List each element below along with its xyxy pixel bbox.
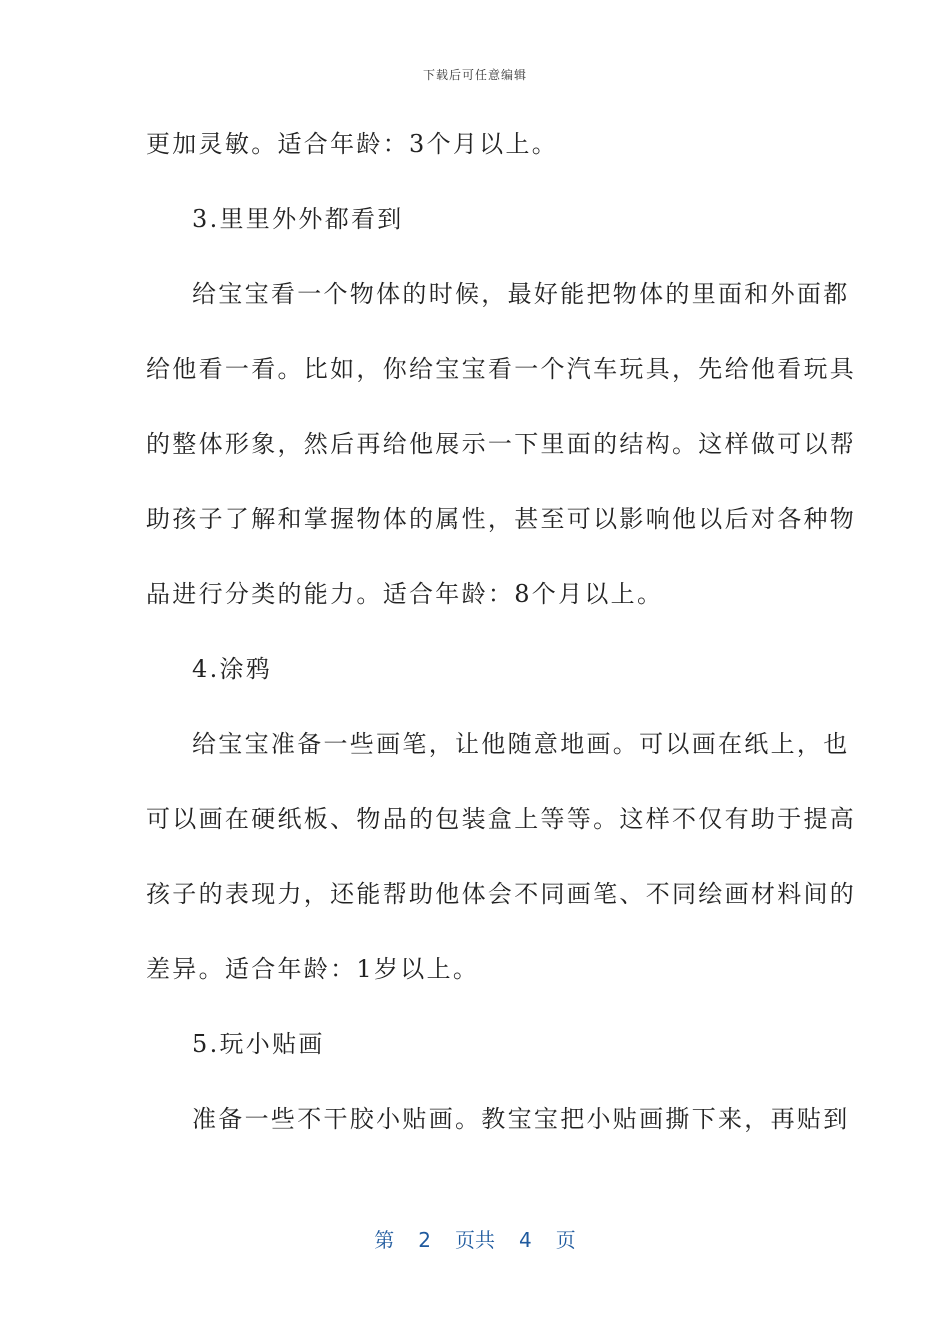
page-header: 下载后可任意编辑 [422, 68, 527, 82]
section-heading: 5.玩小贴画 [192, 1030, 325, 1058]
body-line: 给他看一看。比如，你给宝宝看一个汽车玩具，先给他看玩具 [146, 355, 857, 383]
total-pages-number: 4 [519, 1228, 532, 1252]
body-line: 可以画在硬纸板、物品的包装盒上等等。这样不仅有助于提高 [146, 805, 857, 833]
footer-prefix: 第 [374, 1228, 395, 1252]
body-line: 给宝宝看一个物体的时候，最好能把物体的里面和外面都 [192, 280, 850, 308]
section-heading: 4.涂鸦 [192, 655, 273, 683]
body-line: 给宝宝准备一些画笔，让他随意地画。可以画在纸上，也 [192, 730, 850, 758]
body-line: 准备一些不干胶小贴画。教宝宝把小贴画撕下来，再贴到 [192, 1105, 850, 1133]
page-footer [0, 1224, 950, 1253]
current-page-number: 2 [418, 1228, 431, 1252]
body-line: 品进行分类的能力。适合年龄：8个月以上。 [146, 580, 664, 608]
body-line: 孩子的表现力，还能帮助他体会不同画笔、不同绘画材料间的 [146, 880, 857, 908]
footer-suffix: 页 [555, 1228, 576, 1252]
body-line: 更加灵敏。适合年龄：3个月以上。 [146, 130, 559, 158]
body-line: 助孩子了解和掌握物体的属性，甚至可以影响他以后对各种物 [146, 505, 857, 533]
section-heading: 3.里里外外都看到 [192, 205, 404, 233]
footer-middle: 页共 [455, 1228, 495, 1252]
body-line: 的整体形象，然后再给他展示一下里面的结构。这样做可以帮 [146, 430, 857, 458]
body-line: 差异。适合年龄：1岁以上。 [146, 955, 480, 983]
